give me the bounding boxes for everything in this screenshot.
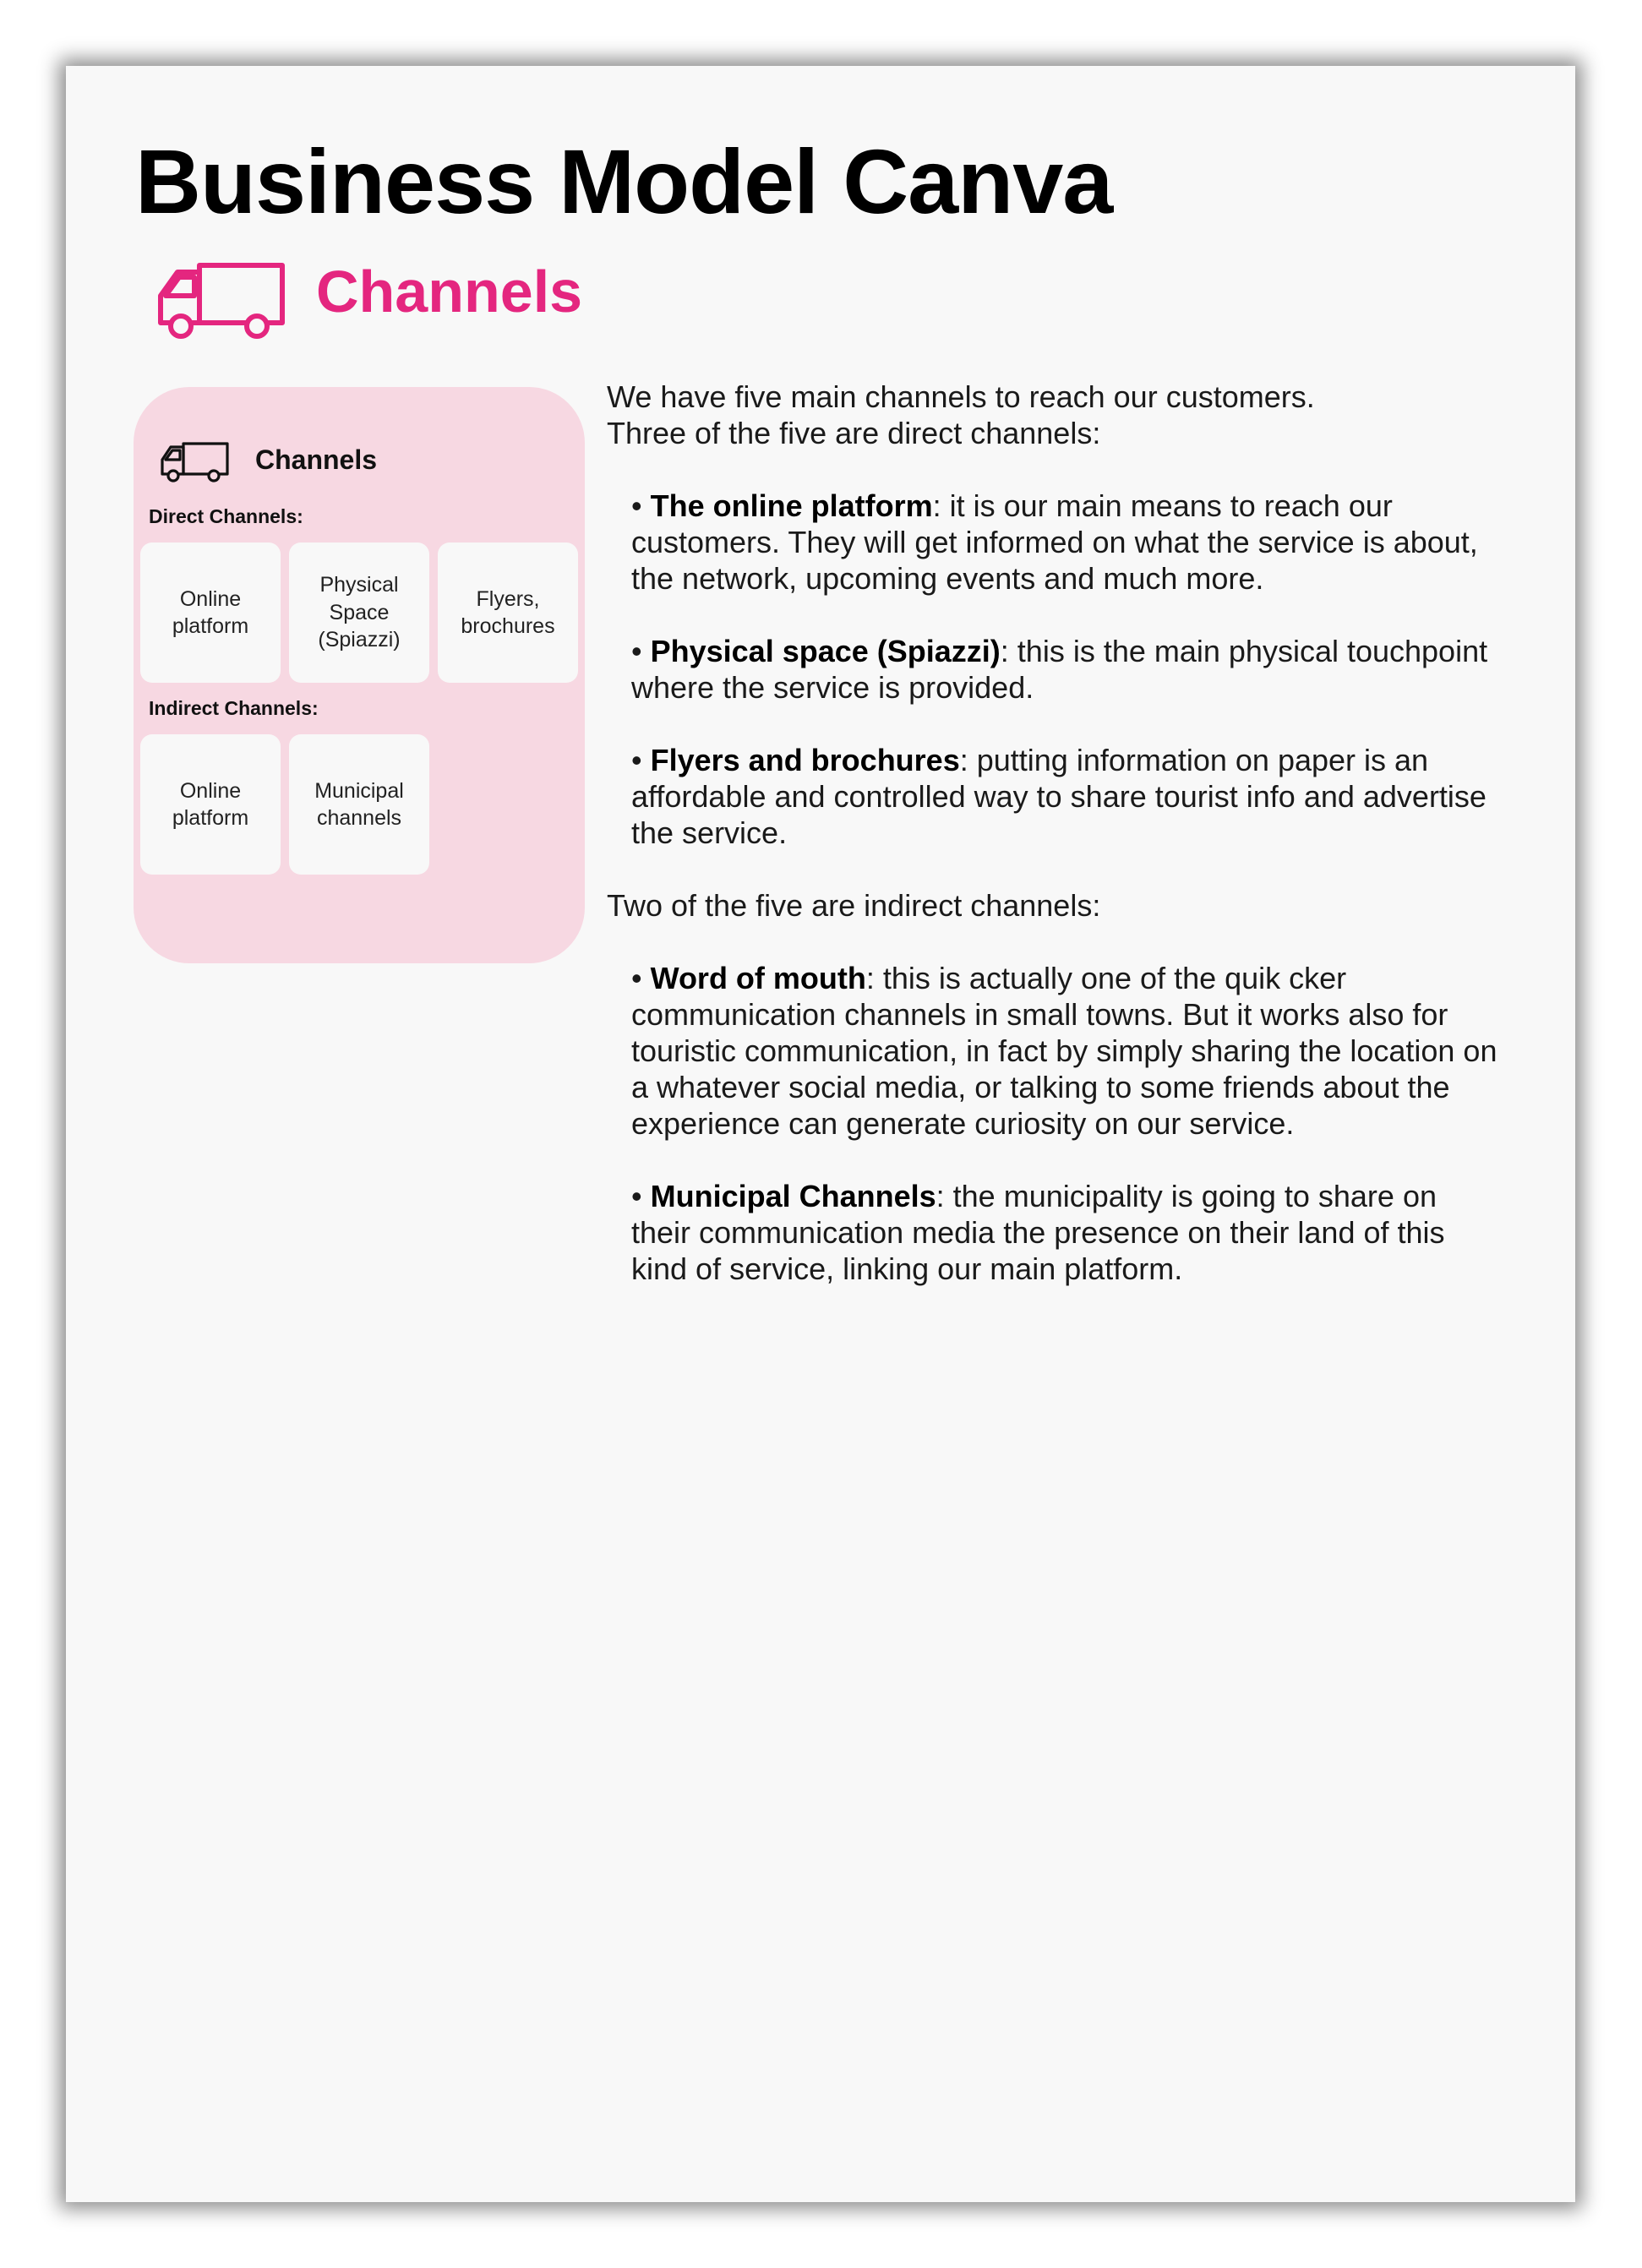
bullet-term: Flyers and brochures (650, 743, 960, 777)
bullet-term: Physical space (Spiazzi) (650, 634, 1001, 668)
body-text (607, 379, 1503, 1323)
card-title: Channels (255, 444, 378, 475)
bullet-term: Word of mouth (650, 961, 866, 995)
intro-line: Three of the five are direct channels: (607, 416, 1101, 450)
bullet-text: : it is our main means to reach our customers. They will get informed on what the service is about, the network, upcoming events and much more. (631, 488, 1478, 596)
section-title: Channels (316, 259, 583, 324)
channel-tile: Online platform (140, 542, 281, 683)
bullet-text: : the municipality is going to share on their communication media the presence on their land of this kind of service, linking our main platform. (631, 1179, 1445, 1286)
page-title: Business Model Canva (135, 130, 1113, 232)
truck-icon (157, 260, 289, 341)
bullet-term: The online platform (650, 488, 933, 523)
indirect-intro: Two of the five are indirect channels: (607, 888, 1101, 923)
channel-bullet: • The online platform: it is our main means to reach our customers. They will get informed on what the service is about, the network, upcoming events and much more. (631, 488, 1478, 596)
channel-bullet: • Word of mouth: this is actually one of the quik cker communication channels in small towns. But it works also for touristic communication, in fact by simply sharing the location on a whatever social media, or talking to some friends about the experience can generate curiosity on our service. (631, 961, 1497, 1141)
channel-bullet: • Municipal Channels: the municipality is going to share on their communication media the presence on their land of this kind of service, linking our main platform. (631, 1179, 1445, 1286)
intro-line: We have five main channels to reach our customers. (607, 379, 1315, 414)
channels-card (134, 387, 585, 963)
bullet-text: : putting information on paper is an affordable and controlled way to share tourist info and advertise the service. (631, 743, 1487, 850)
direct-channels-label: Direct Channels: (149, 505, 303, 527)
channel-tile: Physical Space (Spiazzi) (289, 542, 429, 683)
indirect-channels-label: Indirect Channels: (149, 697, 319, 719)
channel-bullet: • Physical space (Spiazzi): this is the main physical touchpoint where the service is provided. (631, 634, 1488, 705)
channel-tile: Flyers, brochures (438, 542, 578, 683)
bullet-text: : this is the main physical touchpoint where the service is provided. (631, 634, 1488, 705)
channel-bullet: • Flyers and brochures: putting information on paper is an affordable and controlled way to share tourist info and advertise the service. (631, 743, 1487, 850)
channel-tile: Municipal channels (289, 734, 429, 875)
truck-icon (161, 441, 230, 483)
channel-tile: Online platform (140, 734, 281, 875)
bullet-text: : this is actually one of the quik cker communication channels in small towns. But it works also for touristic communication, in fact by simply sharing the location on a whatever social media, or talking to some friends about the experience can generate curiosity on our service. (631, 961, 1497, 1141)
bullet-term: Municipal Channels (650, 1179, 936, 1213)
document-page (66, 66, 1575, 2202)
